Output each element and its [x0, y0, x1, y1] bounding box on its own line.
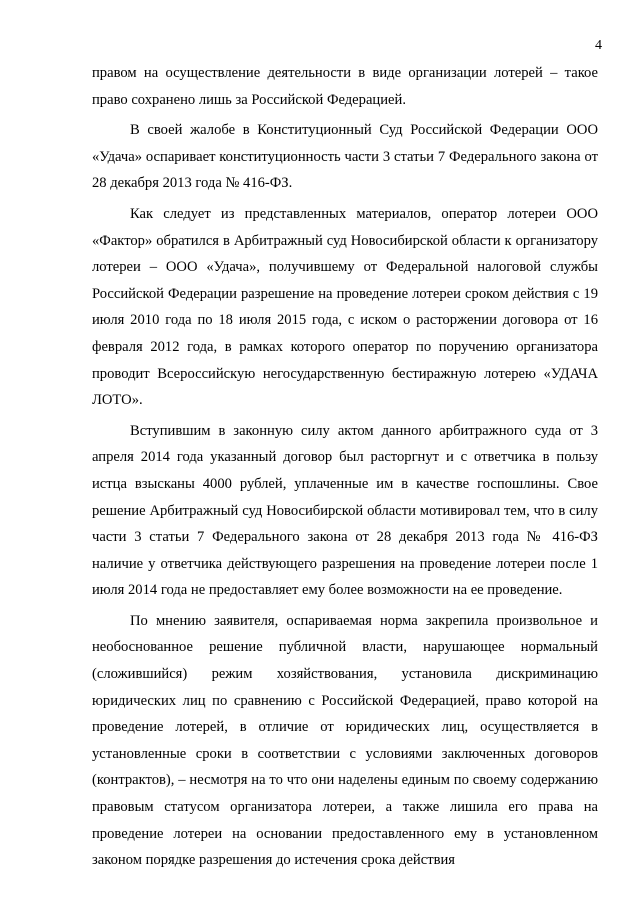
page-number: 4	[595, 38, 602, 53]
paragraph-applicant-opinion: По мнению заявителя, оспариваемая норма закрепила произвольное и необоснованное решение публичной власти, нарушающее нормальный (сложившийся) режим хозяйствования, установила дискриминацию юридических лиц по сравнению с Российской Федерацией, право которой на проведение лотерей, в отличие от юридических лиц, осуществляется в установленные сроки в соответствии с условиями заключенных договоров (контрактов), – несмотря на то что они наделены единым по своему содержанию правовым статусом организатора лотереи, а также лишила его права на проведение лотереи на основании предоставленного ему в установленном законом порядке разрешения до истечения срока действия	[92, 612, 598, 869]
paragraph-continuation: правом на осуществление деятельности в виде организации лотерей – такое право сохранено лишь за Российской Федерацией.	[92, 65, 598, 108]
paragraph-court-decision: Вступившим в законную силу актом данного арбитражного суда от 3 апреля 2014 года указанный договор был расторгнут и с ответчика в пользу истца взысканы 4000 рублей, уплаченные им в качестве госпошлины. Свое решение Арбитражный суд Новосибирской области мотивировал тем, что в силу части 3 статьи 7 Федерального закона от 28 декабря 2013 года № 416-ФЗ наличие у ответчика действующего разрешения на проведение лотереи после 1 июля 2014 года не предоставляет ему более возможности на ее проведение.	[92, 422, 598, 599]
paragraph-complaint: В своей жалобе в Конституционный Суд Российской Федерации ООО «Удача» оспаривает конституционность части 3 статьи 7 Федерального закона от 28 декабря 2013 года № 416-ФЗ.	[92, 122, 598, 192]
paragraph-materials: Как следует из представленных материалов, оператор лотереи ООО «Фактор» обратился в Арбитражный суд Новосибирской области к организатору лотереи – ООО «Удача», получившему от Федеральной налоговой службы Российской Федерации разрешение на проведение лотереи сроком действия с 19 июля 2010 года по 18 июля 2015 года, с иском о расторжении договора от 16 февраля 2012 года, в рамках которого оператор по поручению организатора проводит Всероссийскую негосударственную бестиражную лотерею «УДАЧА ЛОТО».	[92, 205, 598, 409]
document-body	[92, 60, 598, 878]
